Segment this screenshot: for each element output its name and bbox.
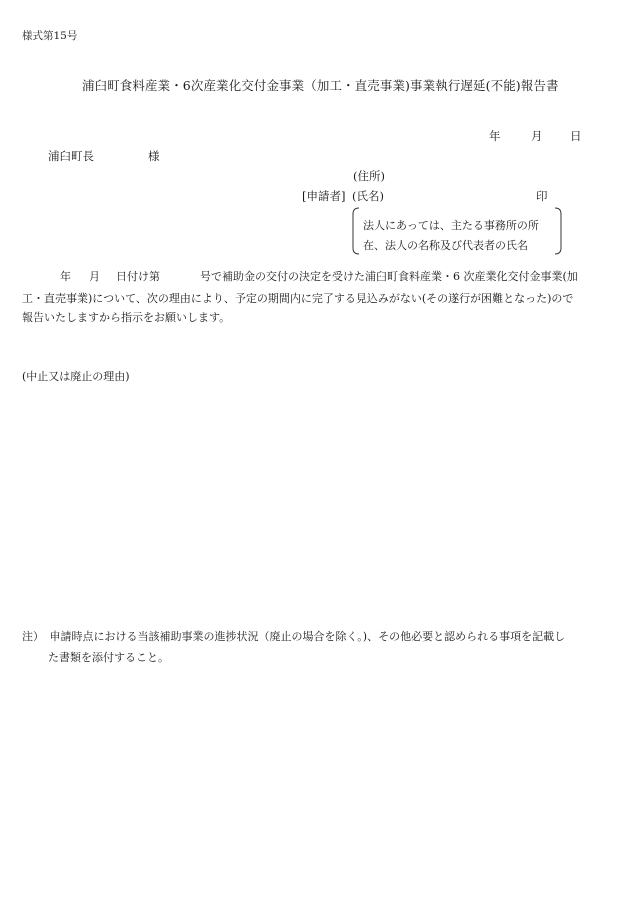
form-number: 様式第15号 <box>22 30 78 42</box>
applicant-label: [申請者] <box>302 189 346 203</box>
name-label: (氏名) <box>352 189 384 203</box>
corporate-note-line1: 法人にあっては、主たる事務所の所 <box>363 219 539 232</box>
body-year: 年 <box>60 270 71 283</box>
seal-mark: 印 <box>536 189 548 203</box>
reason-section-label: (中止又は廃止の理由) <box>22 370 130 383</box>
corporate-note-line2: 在、法人の名称及び代表者の氏名 <box>363 239 528 252</box>
body-line-3: 報告いたしますから指示をお願いします。 <box>22 311 231 324</box>
corporate-note-bracket <box>352 207 562 255</box>
body-line-2: 工・直売事業)について、次の理由により、予定の期間内に完了する見込みがない(その遂行が困難となった)ので <box>22 292 574 305</box>
date-day-label: 日 <box>570 129 582 143</box>
date-month-label: 月 <box>531 129 543 143</box>
body-line1-rest: 号で補助金の交付の決定を受けた浦臼町食料産業・6 次産業化交付金事業(加 <box>200 270 578 283</box>
addressee-honorific: 様 <box>148 149 160 163</box>
addressee-name: 浦臼町長 <box>48 149 94 163</box>
date-year-label: 年 <box>489 129 501 143</box>
address-label: (住所) <box>353 169 385 183</box>
body-dated-no: 日付け第 <box>116 270 160 283</box>
note-line-2: た書類を添付すること。 <box>48 651 169 664</box>
note-line-1: 注） 申請時点における当該補助事業の進捗状況（廃止の場合を除く。)、その他必要と認められる事項を記載し <box>22 630 566 643</box>
body-month: 月 <box>89 270 100 283</box>
body-line-1 <box>22 268 578 284</box>
document-title: 浦臼町食料産業・6次産業化交付金事業（加工・直売事業)事業執行遅延(不能)報告書 <box>82 78 559 93</box>
